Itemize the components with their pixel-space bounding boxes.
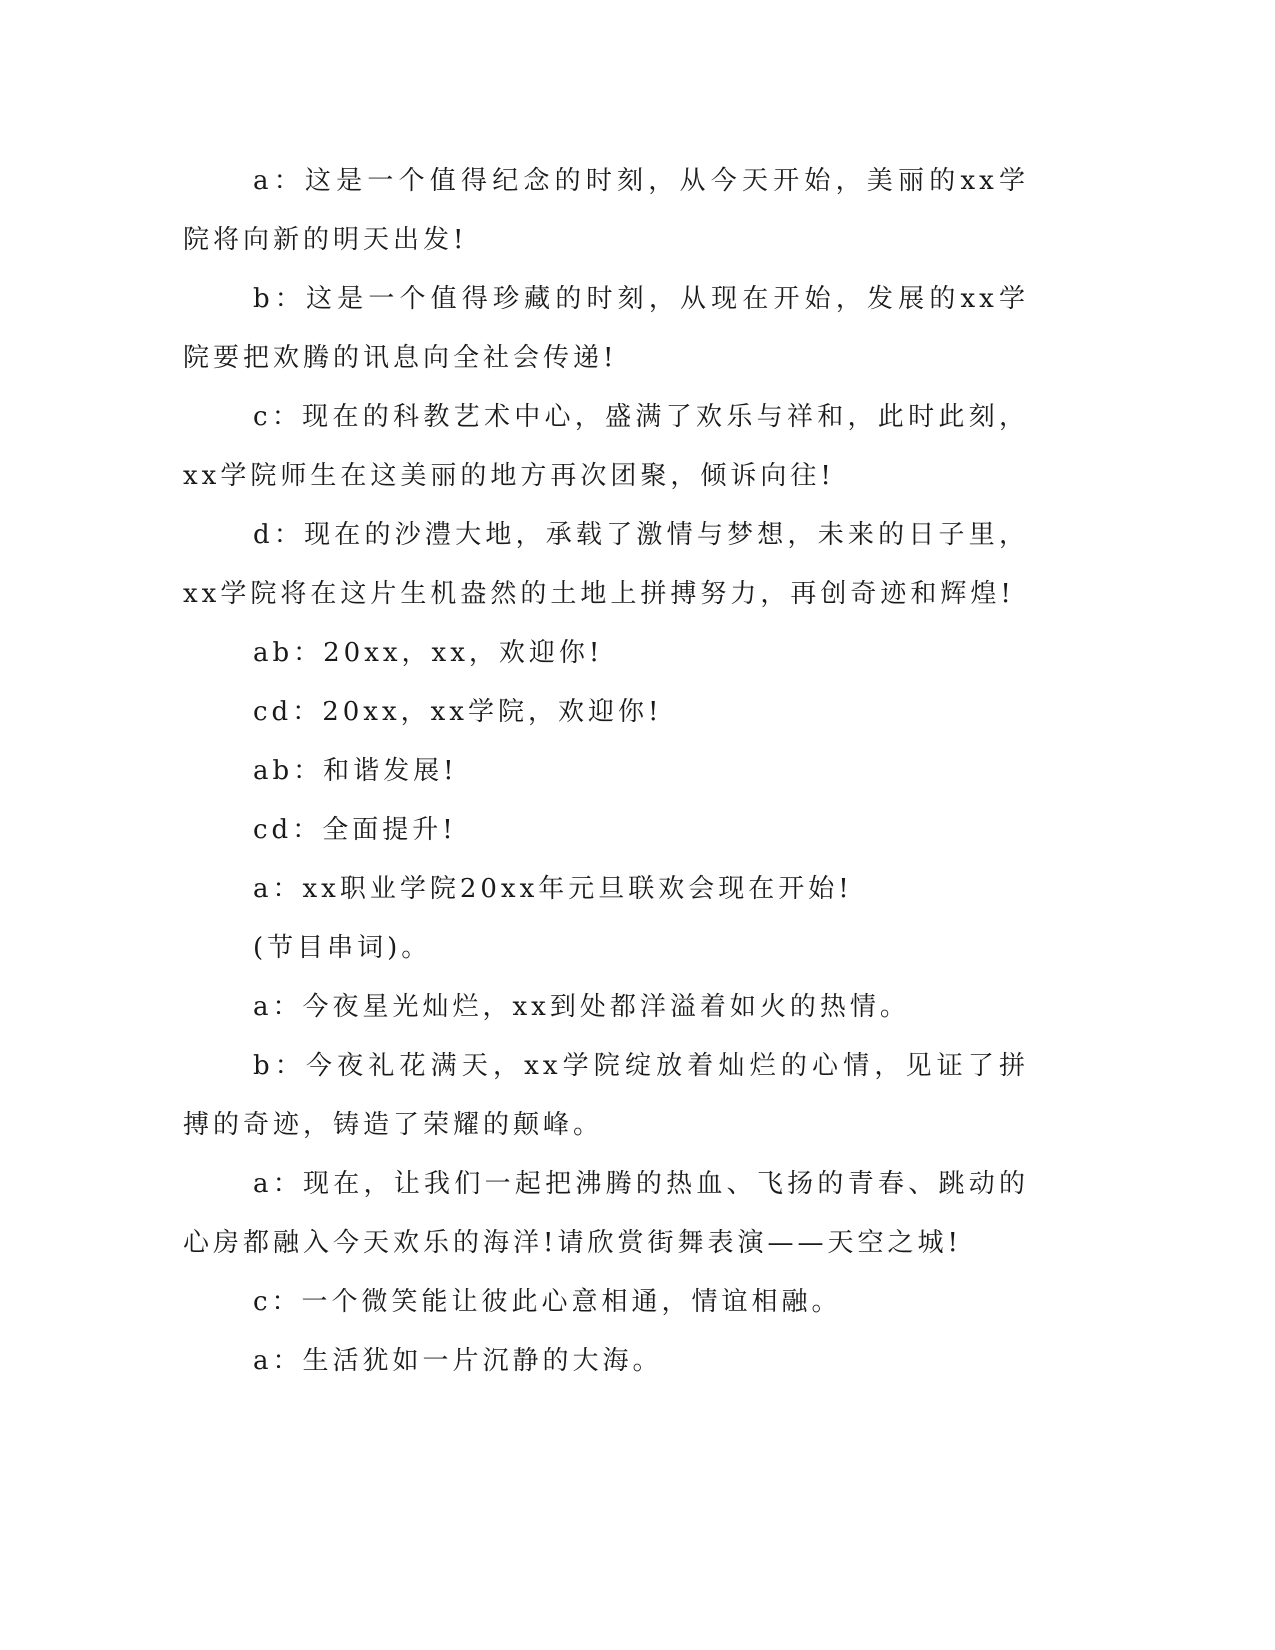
paragraph: cd：20xx，xx学院，欢迎你! (253, 697, 663, 727)
paragraph: c：现在的科教艺术中心，盛满了欢乐与祥和，此时此刻，xx学院师生在这美丽的地方再次团聚，倾诉向往! (183, 402, 1029, 491)
paragraph: a：生活犹如一片沉静的大海。 (253, 1346, 663, 1376)
paragraph: a：这是一个值得纪念的时刻，从今天开始，美丽的xx学院将向新的明天出发! (183, 166, 1029, 255)
paragraph: b：这是一个值得珍藏的时刻，从现在开始，发展的xx学院要把欢腾的讯息向全社会传递! (183, 284, 1029, 373)
paragraph: a：现在，让我们一起把沸腾的热血、飞扬的青春、跳动的心房都融入今天欢乐的海洋!请欣赏街舞表演——天空之城! (183, 1169, 1029, 1258)
paragraph: b：今夜礼花满天，xx学院绽放着灿烂的心情，见证了拼搏的奇迹，铸造了荣耀的颠峰。 (183, 1051, 1029, 1140)
paragraph: cd：全面提升! (253, 815, 457, 845)
paragraph: (节目串词)。 (253, 933, 432, 963)
paragraph: d：现在的沙澧大地，承载了激情与梦想，未来的日子里，xx学院将在这片生机盎然的土地上拼搏努力，再创奇迹和辉煌! (183, 520, 1029, 609)
paragraph: ab：和谐发展! (253, 756, 458, 786)
paragraph: a：xx职业学院20xx年元旦联欢会现在开始! (253, 874, 853, 904)
document-body (183, 152, 1029, 1391)
paragraph: ab：20xx，xx，欢迎你! (253, 638, 604, 668)
paragraph: a：今夜星光灿烂，xx到处都洋溢着如火的热情。 (253, 992, 910, 1022)
paragraph: c：一个微笑能让彼此心意相通，情谊相融。 (253, 1287, 842, 1317)
